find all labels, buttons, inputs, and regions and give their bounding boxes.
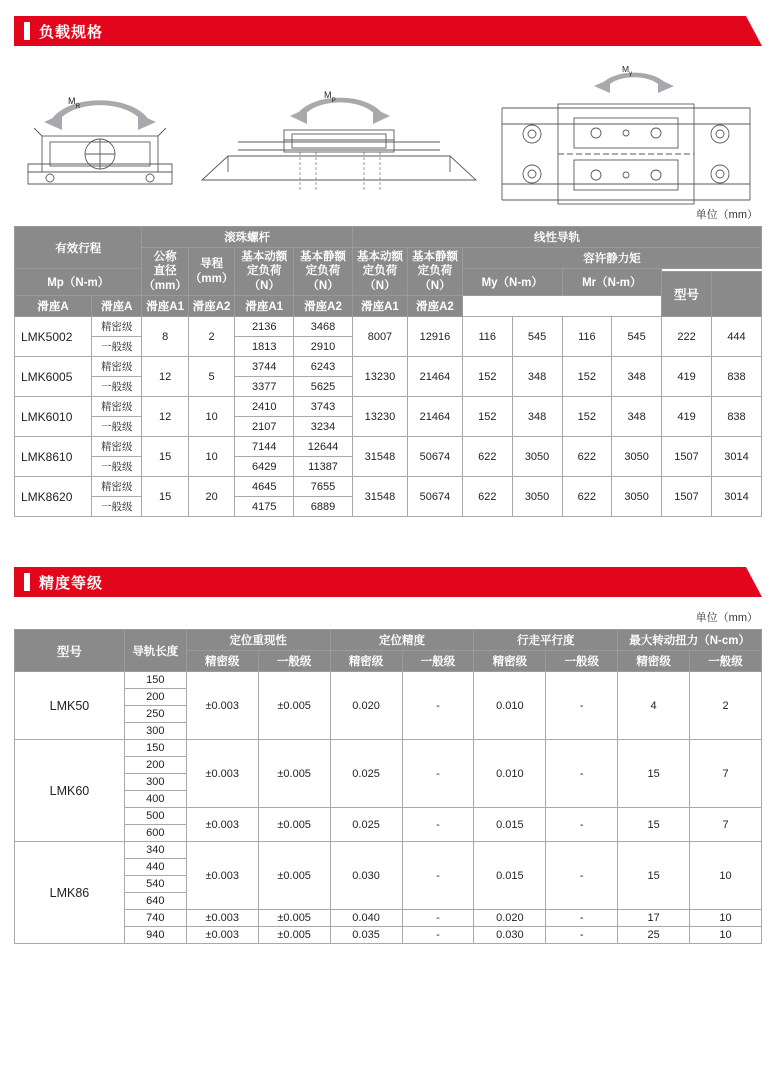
header-bs-static: 基本静额 定负荷 （N） — [294, 248, 353, 296]
cell-bs-dynamic-normal: 4175 — [235, 497, 294, 517]
cell-bs-static-normal: 5625 — [294, 377, 353, 397]
cell-rail-length: 150 — [124, 740, 186, 757]
cell-bs-dynamic: 2136 — [235, 317, 294, 337]
table-row — [15, 317, 762, 337]
cell-mr-a2: 838 — [712, 397, 762, 437]
cell-torque-precision: 4 — [618, 672, 690, 740]
table-row — [15, 437, 762, 457]
cell-par-normal: - — [546, 740, 618, 808]
diagram-label-mr: $M_R$ — [68, 96, 81, 110]
catalog-page — [0, 16, 776, 1080]
cell-torque-precision: 15 — [618, 740, 690, 808]
acc-header-model: 型号 — [15, 630, 125, 672]
cell-torque-normal: 7 — [690, 740, 762, 808]
diagram-my — [496, 60, 756, 210]
header-carriage-a-lg: 滑座A — [92, 296, 142, 317]
section-header-load — [14, 16, 762, 46]
cell-rep-normal: ±0.005 — [258, 740, 330, 808]
acc-header-rep-normal: 一般级 — [258, 651, 330, 672]
table-row — [15, 357, 762, 377]
cell-pos-normal: - — [402, 672, 474, 740]
cell-par-precision: 0.015 — [474, 842, 546, 910]
cell-diameter: 8 — [142, 317, 188, 357]
cell-pos-precision: 0.030 — [330, 842, 402, 910]
acc-header-pos-precision: 精密级 — [330, 651, 402, 672]
cell-lead: 5 — [188, 357, 234, 397]
cell-bs-dynamic-normal: 1813 — [235, 337, 294, 357]
acc-header-torque-precision: 精密级 — [618, 651, 690, 672]
cell-bs-static-normal: 2910 — [294, 337, 353, 357]
cell-my-a2: 545 — [612, 317, 662, 357]
header-carriage-a-bs: 滑座A — [15, 296, 92, 317]
section-title-accuracy: 精度等级 — [39, 574, 104, 592]
accuracy-table — [14, 629, 762, 944]
cell-mp-a1: 116 — [462, 317, 512, 357]
cell-bs-dynamic: 7144 — [235, 437, 294, 457]
cell-bs-dynamic-normal: 2107 — [235, 417, 294, 437]
cell-torque-precision: 15 — [618, 808, 690, 842]
diagram-label-my: $M_y$ — [622, 64, 633, 77]
cell-par-normal: - — [546, 927, 618, 944]
cell-pos-precision: 0.025 — [330, 808, 402, 842]
cell-lg-static: 50674 — [407, 477, 462, 517]
table-row — [15, 808, 762, 825]
cell-acc-model: LMK50 — [15, 672, 125, 740]
cell-bs-static: 12644 — [294, 437, 353, 457]
cell-rail-length: 300 — [124, 723, 186, 740]
cell-acc-model: LMK60 — [15, 740, 125, 842]
header-lead: 导程 （mm） — [188, 248, 234, 296]
cell-torque-normal: 2 — [690, 672, 762, 740]
cell-rep-precision: ±0.003 — [186, 910, 258, 927]
cell-grade-precision: 精密级 — [92, 437, 142, 457]
cell-rep-precision: ±0.003 — [186, 808, 258, 842]
acc-header-rail-length: 导轨长度 — [124, 630, 186, 672]
cell-rail-length: 200 — [124, 689, 186, 706]
acc-header-torque-normal: 一般级 — [690, 651, 762, 672]
header-bs-dynamic: 基本动额 定负荷 （N） — [235, 248, 294, 296]
cell-my-a2: 348 — [612, 357, 662, 397]
cell-rail-length: 500 — [124, 808, 186, 825]
load-spec-table — [14, 226, 762, 517]
header-mp: Mp（N-m） — [15, 269, 142, 296]
cell-diameter: 15 — [142, 477, 188, 517]
cell-rep-normal: ±0.005 — [258, 927, 330, 944]
cell-pos-precision: 0.025 — [330, 740, 402, 808]
header-model: 型号 — [662, 272, 712, 317]
cell-par-precision: 0.030 — [474, 927, 546, 944]
cell-my-a1: 116 — [562, 317, 612, 357]
header-mp-a1: 滑座A1 — [142, 296, 188, 317]
header-accent-bar-2 — [24, 573, 30, 591]
acc-header-par-precision: 精密级 — [474, 651, 546, 672]
cell-rail-length: 440 — [124, 859, 186, 876]
header-model-blank — [712, 272, 762, 317]
header-mr: Mr（N-m） — [562, 269, 662, 296]
cell-grade-normal: 一般级 — [92, 497, 142, 517]
cell-par-precision: 0.010 — [474, 740, 546, 808]
cell-pos-normal: - — [402, 808, 474, 842]
cell-rep-precision: ±0.003 — [186, 842, 258, 910]
cell-my-a1: 622 — [562, 477, 612, 517]
acc-header-pos-normal: 一般级 — [402, 651, 474, 672]
diagram-mr — [20, 60, 180, 200]
acc-header-parallelism: 行走平行度 — [474, 630, 618, 651]
cell-lg-dynamic: 13230 — [352, 397, 407, 437]
unit-note-accuracy: 单位（mm） — [695, 612, 758, 625]
cell-par-normal: - — [546, 672, 618, 740]
cell-bs-dynamic: 4645 — [235, 477, 294, 497]
cell-lg-static: 21464 — [407, 397, 462, 437]
cell-my-a2: 3050 — [612, 477, 662, 517]
cell-rail-length: 340 — [124, 842, 186, 859]
cell-my-a1: 622 — [562, 437, 612, 477]
cell-my-a2: 3050 — [612, 437, 662, 477]
cell-torque-normal: 7 — [690, 808, 762, 842]
header-linear-guide: 线性导轨 — [352, 227, 761, 248]
diagram-row — [14, 46, 762, 206]
cell-grade-normal: 一般级 — [92, 457, 142, 477]
header-my-a1: 滑座A1 — [235, 296, 294, 317]
cell-lg-dynamic: 13230 — [352, 357, 407, 397]
table-row — [15, 477, 762, 497]
cell-mr-a2: 3014 — [712, 477, 762, 517]
cell-par-normal: - — [546, 910, 618, 927]
cell-mp-a1: 622 — [462, 477, 512, 517]
cell-torque-precision: 17 — [618, 910, 690, 927]
cell-my-a2: 348 — [612, 397, 662, 437]
cell-rail-length: 600 — [124, 825, 186, 842]
cell-bs-static-normal: 3234 — [294, 417, 353, 437]
cell-mr-a1: 1507 — [662, 437, 712, 477]
cell-model: LMK6010 — [15, 397, 92, 437]
cell-mp-a1: 622 — [462, 437, 512, 477]
header-moment: 容许静力矩 — [462, 248, 761, 269]
cell-diameter: 12 — [142, 357, 188, 397]
cell-lg-dynamic: 8007 — [352, 317, 407, 357]
diagram-label-mp: $M_P$ — [324, 90, 336, 104]
cell-rail-length: 400 — [124, 791, 186, 808]
cell-mp-a2: 545 — [512, 317, 562, 357]
header-lg-static: 基本静额 定负荷 （N） — [407, 248, 462, 296]
cell-par-precision: 0.020 — [474, 910, 546, 927]
cell-mp-a2: 348 — [512, 397, 562, 437]
cell-model: LMK6005 — [15, 357, 92, 397]
acc-header-par-normal: 一般级 — [546, 651, 618, 672]
cell-par-normal: - — [546, 842, 618, 910]
table-row — [15, 397, 762, 417]
cell-mr-a2: 3014 — [712, 437, 762, 477]
cell-mp-a1: 152 — [462, 357, 512, 397]
cell-torque-normal: 10 — [690, 842, 762, 910]
cell-par-normal: - — [546, 808, 618, 842]
cell-lead: 20 — [188, 477, 234, 517]
cell-rail-length: 640 — [124, 893, 186, 910]
cell-pos-precision: 0.040 — [330, 910, 402, 927]
cell-mr-a2: 444 — [712, 317, 762, 357]
cell-par-precision: 0.015 — [474, 808, 546, 842]
header-accent-bar — [24, 22, 30, 40]
cell-mr-a1: 419 — [662, 397, 712, 437]
cell-rep-normal: ±0.005 — [258, 808, 330, 842]
cell-bs-dynamic-normal: 6429 — [235, 457, 294, 477]
cell-bs-static: 7655 — [294, 477, 353, 497]
cell-diameter: 12 — [142, 397, 188, 437]
cell-mp-a1: 152 — [462, 397, 512, 437]
cell-my-a1: 152 — [562, 397, 612, 437]
header-mp-a2: 滑座A2 — [188, 296, 234, 317]
table-row — [15, 672, 762, 689]
cell-lg-static: 12916 — [407, 317, 462, 357]
cell-rep-normal: ±0.005 — [258, 842, 330, 910]
cell-lg-dynamic: 31548 — [352, 477, 407, 517]
cell-rail-length: 300 — [124, 774, 186, 791]
header-nominal-diameter: 公称 直径 （mm） — [142, 248, 188, 296]
cell-torque-normal: 10 — [690, 910, 762, 927]
cell-pos-precision: 0.020 — [330, 672, 402, 740]
header-my-a2: 滑座A2 — [294, 296, 353, 317]
cell-diameter: 15 — [142, 437, 188, 477]
cell-grade-precision: 精密级 — [92, 397, 142, 417]
cell-bs-static: 6243 — [294, 357, 353, 377]
cell-torque-precision: 15 — [618, 842, 690, 910]
cell-bs-static: 3468 — [294, 317, 353, 337]
acc-header-positioning: 定位精度 — [330, 630, 474, 651]
header-mr-a2: 滑座A2 — [407, 296, 462, 317]
table-row — [15, 740, 762, 757]
cell-grade-normal: 一般级 — [92, 377, 142, 397]
cell-pos-normal: - — [402, 910, 474, 927]
cell-lead: 10 — [188, 397, 234, 437]
header-stroke: 有效行程 — [15, 227, 142, 269]
cell-rep-precision: ±0.003 — [186, 740, 258, 808]
cell-mr-a2: 838 — [712, 357, 762, 397]
cell-rail-length: 150 — [124, 672, 186, 689]
header-lg-dynamic: 基本动额 定负荷 （N） — [352, 248, 407, 296]
table-row — [15, 842, 762, 859]
section-title-load: 负载规格 — [39, 23, 104, 41]
cell-mr-a1: 222 — [662, 317, 712, 357]
cell-lead: 10 — [188, 437, 234, 477]
cell-model: LMK5002 — [15, 317, 92, 357]
cell-rail-length: 250 — [124, 706, 186, 723]
cell-rail-length: 200 — [124, 757, 186, 774]
acc-header-max-torque: 最大转动扭力（N-cm） — [618, 630, 762, 651]
cell-grade-precision: 精密级 — [92, 357, 142, 377]
cell-model: LMK8610 — [15, 437, 92, 477]
cell-bs-dynamic-normal: 3377 — [235, 377, 294, 397]
header-my: My（N-m） — [462, 269, 562, 296]
cell-par-precision: 0.010 — [474, 672, 546, 740]
cell-pos-normal: - — [402, 927, 474, 944]
header-ballscrew: 滚珠螺杆 — [142, 227, 353, 248]
cell-bs-static-normal: 6889 — [294, 497, 353, 517]
cell-grade-normal: 一般级 — [92, 337, 142, 357]
cell-grade-normal: 一般级 — [92, 417, 142, 437]
acc-header-rep-precision: 精密级 — [186, 651, 258, 672]
cell-grade-precision: 精密级 — [92, 477, 142, 497]
cell-grade-precision: 精密级 — [92, 317, 142, 337]
cell-torque-precision: 25 — [618, 927, 690, 944]
cell-mp-a2: 3050 — [512, 437, 562, 477]
cell-my-a1: 152 — [562, 357, 612, 397]
cell-bs-dynamic: 2410 — [235, 397, 294, 417]
cell-lead: 2 — [188, 317, 234, 357]
cell-bs-dynamic: 3744 — [235, 357, 294, 377]
cell-rep-precision: ±0.003 — [186, 672, 258, 740]
cell-lg-dynamic: 31548 — [352, 437, 407, 477]
cell-mr-a1: 419 — [662, 357, 712, 397]
cell-lg-static: 50674 — [407, 437, 462, 477]
acc-header-repeatability: 定位重现性 — [186, 630, 330, 651]
cell-rail-length: 540 — [124, 876, 186, 893]
header-mr-a1: 滑座A1 — [352, 296, 407, 317]
cell-lg-static: 21464 — [407, 357, 462, 397]
cell-pos-precision: 0.035 — [330, 927, 402, 944]
cell-torque-normal: 10 — [690, 927, 762, 944]
cell-mr-a1: 1507 — [662, 477, 712, 517]
cell-rep-precision: ±0.003 — [186, 927, 258, 944]
cell-bs-static: 3743 — [294, 397, 353, 417]
cell-acc-model: LMK86 — [15, 842, 125, 944]
cell-rep-normal: ±0.005 — [258, 910, 330, 927]
cell-mp-a2: 3050 — [512, 477, 562, 517]
diagram-mp — [188, 60, 488, 200]
cell-bs-static-normal: 11387 — [294, 457, 353, 477]
unit-note-load: 单位（mm） — [695, 209, 758, 221]
cell-pos-normal: - — [402, 842, 474, 910]
section-header-accuracy — [14, 567, 762, 597]
table-row — [15, 910, 762, 927]
cell-pos-normal: - — [402, 740, 474, 808]
cell-model: LMK8620 — [15, 477, 92, 517]
cell-mp-a2: 348 — [512, 357, 562, 397]
cell-rail-length: 940 — [124, 927, 186, 944]
cell-rep-normal: ±0.005 — [258, 672, 330, 740]
table-row — [15, 927, 762, 944]
cell-rail-length: 740 — [124, 910, 186, 927]
